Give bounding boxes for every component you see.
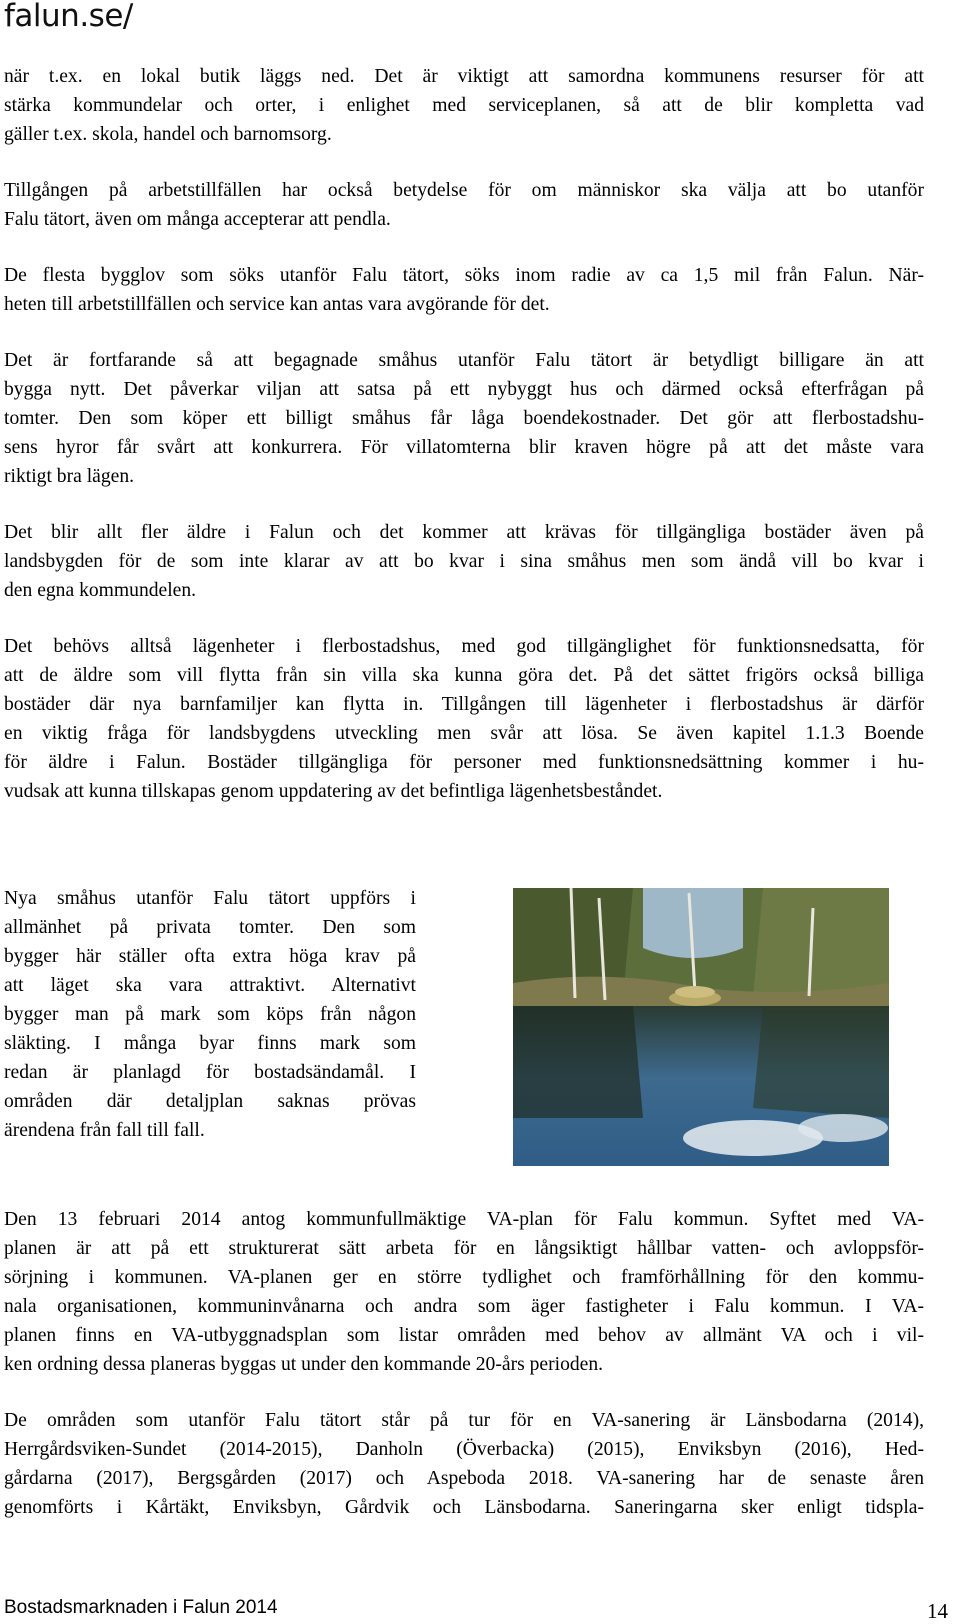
side-paragraph <box>4 884 416 1145</box>
text-line: ärendena från fall till fall. <box>4 1120 205 1141</box>
text-line: planen är att på ett strukturerat sätt arbeta för en långsiktigt hållbar vatten- och avloppsför- <box>4 1238 924 1259</box>
paragraph-2 <box>4 176 924 234</box>
main-text <box>4 62 924 806</box>
text-line: genomförts i Kårtäkt, Enviksbyn, Gårdvik och Länsbodarna. Saneringarna sker enligt tidspla- <box>4 1497 924 1518</box>
text-line: landsbygden för de som inte klarar av att bo kvar i sina småhus men som ändå vill bo kvar i <box>4 551 924 572</box>
text-line: Tillgången på arbetstillfällen har också betydelse för om människor ska välja att bo utanför <box>4 180 924 201</box>
text-line: nala organisationen, kommuninvånarna och andra som äger fastigheter i Falu kommun. I VA- <box>4 1296 924 1317</box>
paragraph-8 <box>4 1406 924 1522</box>
text-line: att läget ska vara attraktivt. Alternativt <box>4 975 416 996</box>
text-line: ken ordning dessa planeras byggas ut under den kommande 20-års perioden. <box>4 1354 604 1375</box>
text-line: släkting. I många byar finns mark som <box>4 1033 416 1054</box>
text-line: bygga nytt. Det påverkar viljan att satsa på ett nybyggt hus och därmed också efterfrågan på <box>4 379 924 400</box>
text-line: heten till arbetstillfällen och service kan antas vara avgörande för det. <box>4 294 550 315</box>
text-line: bostäder där nya barnfamiljer kan flytta in. Tillgången till lägenheter i flerbostadshus är därför <box>4 694 924 715</box>
text-line: Herrgårdsviken-Sundet (2014-2015), Danholn (Överbacka) (2015), Enviksbyn (2016), Hed- <box>4 1439 924 1460</box>
text-line: en viktig fråga för landsbygdens utveckling men svår att lösa. Se även kapitel 1.1.3 Boende <box>4 723 924 744</box>
paragraph-1 <box>4 62 924 149</box>
lake-photo <box>513 888 889 1166</box>
text-line: vudsak att kunna tillskapas genom uppdatering av det befintliga lägenhetsbeståndet. <box>4 781 663 802</box>
main-text-continued <box>4 1205 924 1549</box>
text-line: att de äldre som vill flytta från sin villa ska kunna göra det. På det sättet frigörs också billiga <box>4 665 924 686</box>
text-line: för äldre i Falun. Bostäder tillgängliga för personer med funktionsnedsättning kommer i hu- <box>4 752 924 773</box>
paragraph-6 <box>4 632 924 806</box>
text-line: sörjning i kommunen. VA-planen ger en större tydlighet och framförhållning för den kommu- <box>4 1267 924 1288</box>
text-line: Nya småhus utanför Falu tätort uppförs i <box>4 888 416 909</box>
paragraph-3 <box>4 261 924 319</box>
text-line: planen finns en VA-utbyggnadsplan som listar områden med behov av allmänt VA och i vil- <box>4 1325 924 1346</box>
text-line: bygger här ställer ofta extra höga krav på <box>4 946 416 967</box>
text-line: sens hyror får svårt att konkurrera. För villatomterna blir kraven högre på att det måste vara <box>4 437 924 458</box>
text-line: områden där detaljplan saknas prövas <box>4 1091 416 1112</box>
text-line: De flesta bygglov som söks utanför Falu tätort, söks inom radie av ca 1,5 mil från Falun. När- <box>4 265 924 286</box>
text-line: Det blir allt fler äldre i Falun och det kommer att krävas för tillgängliga bostäder även på <box>4 522 924 543</box>
text-line: riktigt bra lägen. <box>4 466 135 487</box>
text-line: den egna kommundelen. <box>4 580 197 601</box>
text-line: Det behövs alltså lägenheter i flerbostadshus, med god tillgänglighet för funktionsnedsatta, för <box>4 636 924 657</box>
text-line: gårdarna (2017), Bergsgården (2017) och Aspeboda 2018. VA-sanering har de senaste åren <box>4 1468 924 1489</box>
paragraph-7 <box>4 1205 924 1379</box>
text-line: bygger man på mark som köps från någon <box>4 1004 416 1025</box>
footer-title: Bostadsmarknaden i Falun 2014 <box>4 1597 278 1618</box>
text-line: när t.ex. en lokal butik läggs ned. Det är viktigt att samordna kommunens resurser för att <box>4 66 924 87</box>
text-line: redan är planlagd för bostadsändamål. I <box>4 1062 416 1083</box>
paragraph-5 <box>4 518 924 605</box>
text-line: stärka kommundelar och orter, i enlighet med serviceplanen, så att de blir kompletta vad <box>4 95 924 116</box>
falun-logo[interactable]: falun.se/ <box>4 0 133 34</box>
text-line: tomter. Den som köper ett billigt småhus får låga boendekostnader. Det gör att flerbostadshu- <box>4 408 924 429</box>
paragraph-4 <box>4 346 924 491</box>
text-line: Falu tätort, även om många accepterar att pendla. <box>4 209 391 230</box>
text-line: Den 13 februari 2014 antog kommunfullmäktige VA-plan för Falu kommun. Syftet med VA- <box>4 1209 924 1230</box>
text-line: Det är fortfarande så att begagnade småhus utanför Falu tätort är betydligt billigare än att <box>4 350 924 371</box>
text-line: De områden som utanför Falu tätort står på tur för en VA-sanering är Länsbodarna (2014), <box>4 1410 924 1431</box>
text-line: allmänhet på privata tomter. Den som <box>4 917 416 938</box>
text-line: gäller t.ex. skola, handel och barnomsorg. <box>4 124 332 145</box>
page-number: 14 <box>927 1599 948 1623</box>
